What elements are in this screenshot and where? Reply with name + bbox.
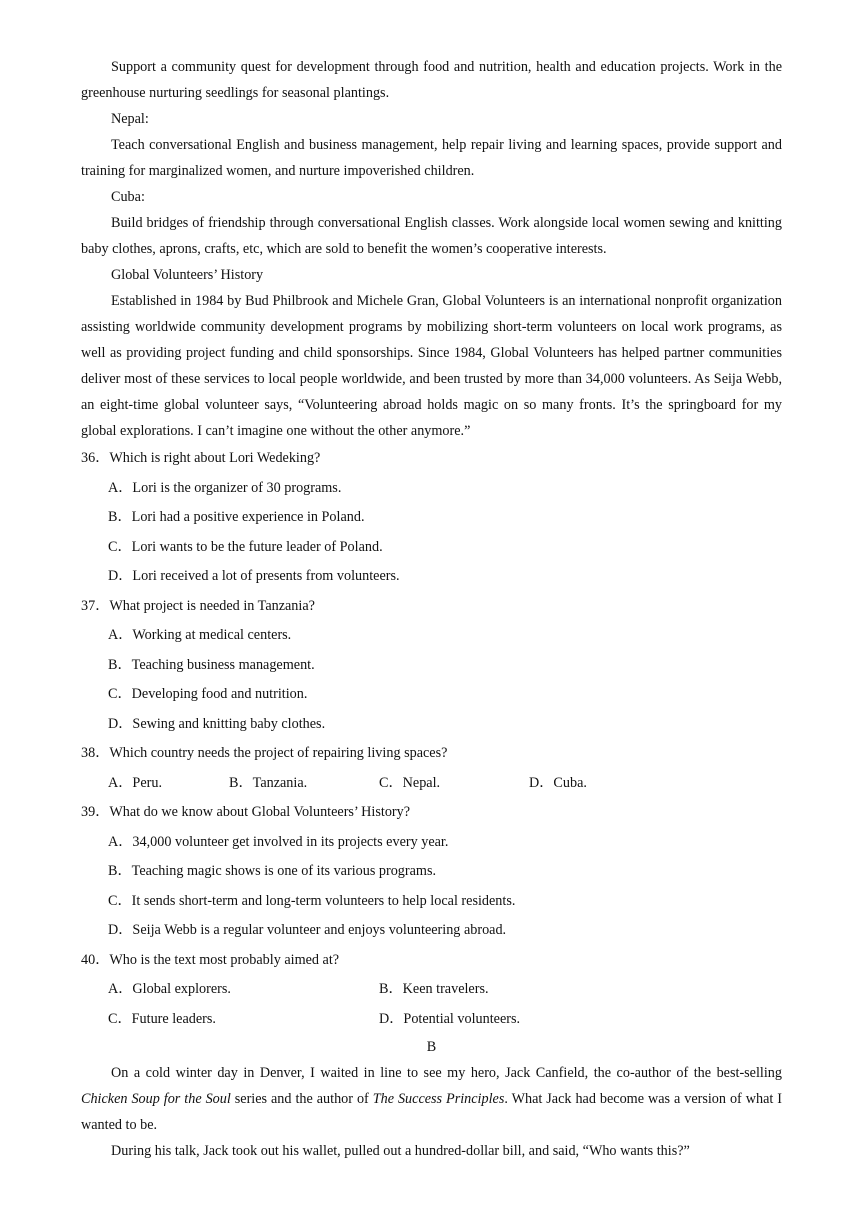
question-stem	[81, 946, 782, 976]
option-a: A．Lori is the organizer of 30 programs.	[108, 479, 342, 496]
question-39	[81, 798, 782, 946]
paragraph-b1	[81, 1060, 782, 1138]
options-row	[81, 975, 782, 1005]
question-36	[81, 444, 782, 592]
question-text: Which country needs the project of repairing living spaces?	[109, 745, 448, 761]
question-number: 38．	[81, 745, 110, 761]
question-number: 37．	[81, 597, 110, 614]
text-run: series and the author of	[230, 1091, 373, 1107]
paragraph-b2: During his talk, Jack took out his wallet, pulled out a hundred-dollar bill, and said, “Who wants this?”	[111, 1143, 690, 1159]
text-run: On a cold winter day in Denver, I waited in line to see my hero, Jack Canfield, the co-author of the best-selling	[111, 1065, 782, 1081]
question-37	[81, 592, 782, 740]
option-d: D．Cuba.	[529, 774, 587, 791]
heading-nepal: Nepal:	[111, 111, 149, 127]
option-b: B．Tanzania.	[229, 774, 308, 791]
question-text: What project is needed in Tanzania?	[109, 597, 315, 614]
option-a: A．34,000 volunteer get involved in its projects every year.	[108, 833, 449, 850]
question-stem	[81, 739, 782, 769]
option-a: A．Global explorers.	[108, 981, 231, 997]
option-d: D．Sewing and knitting baby clothes.	[108, 715, 326, 732]
option-a: A．Peru.	[108, 774, 162, 791]
option-c: C．Nepal.	[379, 774, 441, 791]
option-b: B．Teaching business management.	[108, 656, 315, 673]
question-text: Which is right about Lori Wedeking?	[109, 450, 321, 466]
option-d: D．Seija Webb is a regular volunteer and enjoys volunteering abroad.	[108, 922, 507, 938]
text-run: . What Jack had become was a version of what I wanted to be.	[81, 1091, 782, 1133]
question-number: 39．	[81, 804, 110, 820]
question-number: 40．	[81, 951, 110, 968]
document-page	[81, 54, 782, 1164]
question-text: Who is the text most probably aimed at?	[109, 951, 340, 968]
option-c: C．Developing food and nutrition.	[108, 686, 308, 702]
options-row	[81, 1005, 782, 1035]
options-row	[81, 769, 782, 799]
heading-history: Global Volunteers’ History	[111, 267, 264, 283]
option-b: B．Lori had a positive experience in Poland.	[108, 509, 365, 525]
option-b: B．Teaching magic shows is one of its various programs.	[108, 863, 437, 879]
paragraph-nepal: Teach conversational English and business management, help repair living and learning spaces, provide support and training for marginalized women, and nurture impoverished children.	[81, 137, 782, 179]
option-b: B．Keen travelers.	[379, 981, 489, 997]
option-c: C．Future leaders.	[108, 1010, 216, 1027]
question-stem	[81, 444, 782, 474]
option-c: C．Lori wants to be the future leader of Poland.	[108, 538, 383, 555]
question-40	[81, 946, 782, 1035]
section-heading-b: B	[426, 1039, 437, 1055]
paragraph-greenhouse: Support a community quest for development through food and nutrition, health and education projects. Work in the greenhouse nurturing seedlings for seasonal plantings.	[81, 59, 782, 101]
question-stem	[81, 592, 782, 622]
option-c: C．It sends short-term and long-term volunteers to help local residents.	[108, 892, 516, 909]
paragraph-cuba: Build bridges of friendship through conversational English classes. Work alongside local women sewing and knitting baby clothes, aprons, crafts, etc, which are sold to benefit the women’s cooperative interests.	[81, 215, 782, 257]
option-a: A．Working at medical centers.	[108, 627, 292, 643]
option-d: D．Lori received a lot of presents from volunteers.	[108, 568, 400, 584]
paragraph-history: Established in 1984 by Bud Philbrook and Michele Gran, Global Volunteers is an international nonprofit organization assisting worldwide community development programs by mobilizing short-term volunteers on local work programs, as well as providing project funding and child sponsorships. Since 1984, Global Volunteers has helped partner communities deliver most of these services to local people worldwide, and been trusted by more than 34,000 volunteers. As Seija Webb, an eight-time global volunteer says, “Volunteering abroad holds magic on so many fronts. It’s the springboard for my global explorations. I can’t imagine one without the other anymore.”	[81, 293, 782, 439]
option-d: D．Potential volunteers.	[379, 1010, 521, 1027]
question-stem	[81, 798, 782, 828]
heading-cuba: Cuba:	[111, 189, 145, 205]
question-38	[81, 739, 782, 798]
question-text: What do we know about Global Volunteers’ History?	[109, 804, 411, 820]
book-title: The Success Principles	[372, 1091, 505, 1107]
question-number: 36．	[81, 450, 110, 466]
book-title: Chicken Soup for the Soul	[81, 1091, 231, 1107]
